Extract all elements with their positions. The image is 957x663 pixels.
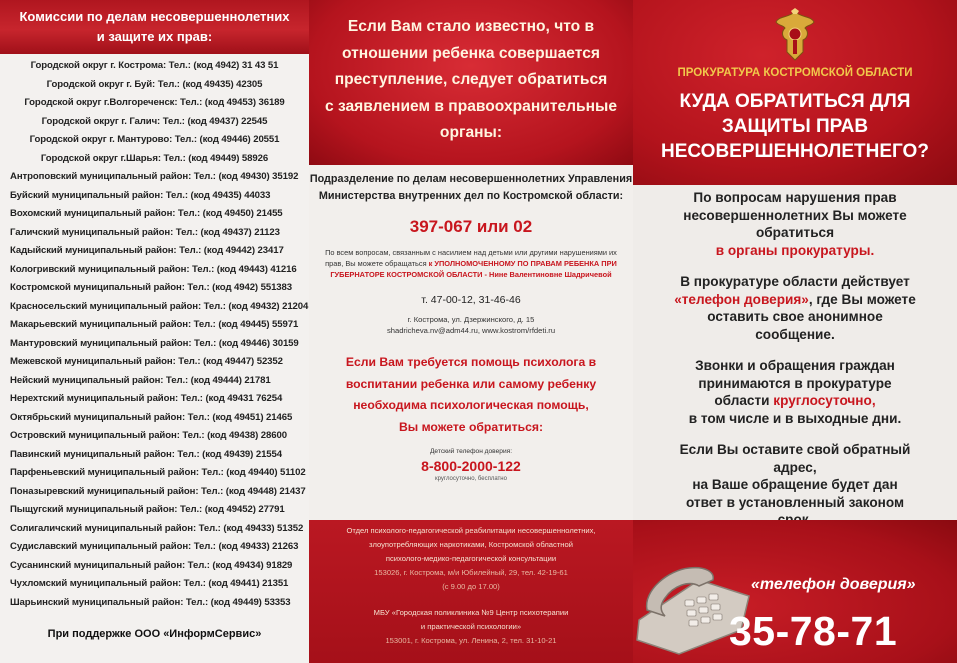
district-commission-row: Красносельский муниципальный район: Тел.: (код 49432) 21204 bbox=[10, 300, 309, 312]
paragraph-hotline bbox=[633, 273, 957, 343]
commissions-title-line2: и защите их прав: bbox=[96, 29, 213, 44]
ombudsman-phone: т. 47-00-12, 31-46-46 bbox=[421, 294, 521, 306]
district-commission-row: Нерехтский муниципальный район: Тел.: (код 49431 76254 bbox=[10, 393, 283, 404]
police-unit-label bbox=[309, 171, 633, 205]
address-line: г. Кострома, ул. Дзержинского, д. 15 bbox=[407, 315, 535, 324]
prosecutor-header bbox=[633, 0, 957, 185]
paragraph-hours bbox=[633, 357, 957, 427]
p2-red: «телефон доверия» bbox=[674, 291, 809, 307]
district-commission-row: Поназыревский муниципальный район: Тел.: (код 49448) 21437 bbox=[10, 485, 306, 497]
district-commission-row: Вохомский муниципальный район: Тел.: (код 49450) 21455 bbox=[10, 208, 283, 219]
police-phone: 397-067 или 02 bbox=[409, 217, 533, 236]
clinic-address: 153001, г. Кострома, ул. Ленина, 2, тел. 31-10-21 bbox=[385, 636, 557, 645]
paragraph-contact bbox=[633, 189, 957, 259]
commissions-panel bbox=[0, 0, 309, 663]
email-web-line: shadricheva.nv@adm44.ru, www.kostrom/rfdeti.ru bbox=[386, 326, 556, 335]
p3-line: в том числе и в выходные дни. bbox=[688, 410, 902, 426]
p3-line: принимаются в прокуратуре bbox=[698, 375, 892, 391]
district-commission-row: Парфеньевский муниципальный район: Тел.: (код 49440) 51102 bbox=[10, 467, 306, 478]
district-commission-row: Пыщугский муниципальный район: Тел.: (код 49452) 27791 bbox=[10, 504, 285, 515]
sponsor-footer: При поддержке ООО «ИнформСервис» bbox=[47, 628, 262, 640]
district-commission-row: Шарьинский муниципальный район: Тел.: (код 49449) 53353 bbox=[10, 596, 291, 608]
header-line: Если Вам стало известно, что в bbox=[347, 18, 595, 35]
p3-line: Звонки и обращения граждан bbox=[695, 358, 895, 373]
title-line: НЕСОВЕРШЕННОЛЕТНЕГО? bbox=[661, 141, 929, 162]
city-commission-row: Городской округ г. Кострома: Тел.: (код 4942) 31 43 51 bbox=[30, 60, 279, 71]
p2-line bbox=[633, 291, 957, 309]
clinic-line: и практической психологии» bbox=[420, 622, 522, 631]
hotline-label: «телефон доверия» bbox=[751, 576, 916, 593]
ombudsman-address bbox=[309, 314, 633, 336]
psy-line: необходима психологическая помощь, bbox=[353, 398, 589, 412]
rehab-line: психолого-медико-педагогической консультации bbox=[385, 554, 557, 563]
rehab-address: 153026, г. Кострома, м/и Юбилейный, 29, тел. 42-19-61 bbox=[374, 568, 568, 577]
district-commission-row: Солигаличский муниципальный район: Тел.: (код 49433) 51352 bbox=[10, 522, 304, 534]
p4-line: на Ваше обращение будет дан bbox=[692, 477, 898, 492]
city-commission-row: Городской округ г. Мантурово: Тел.: (код 49446) 20551 bbox=[29, 134, 280, 145]
p3-line bbox=[633, 392, 957, 410]
paragraph-response bbox=[633, 441, 957, 529]
district-commission-row: Сусанинский муниципальный район: Тел.: (код 49434) 91829 bbox=[10, 559, 293, 571]
p4-line: ответ в установленный законом bbox=[685, 494, 905, 510]
p4-line: адрес, bbox=[773, 459, 817, 475]
district-commission-row: Чухломский муниципальный район: Тел.: (код 49441) 21351 bbox=[10, 578, 289, 589]
emblem-icon bbox=[773, 8, 817, 62]
p1-line: По вопросам нарушения прав bbox=[693, 190, 897, 205]
title-line: КУДА ОБРАТИТЬСЯ ДЛЯ bbox=[679, 91, 911, 112]
district-commission-row: Галичский муниципальный район: Тел.: (код 49437) 21123 bbox=[10, 226, 280, 238]
ombudsman-line bbox=[317, 258, 625, 269]
police-unit-line: Подразделение по делам несовершеннолетних Управления bbox=[309, 173, 633, 185]
district-commission-row: Кадыйский муниципальный район: Тел.: (код 49442) 23417 bbox=[10, 245, 284, 256]
psy-line: Если Вам требуется помощь психолога в bbox=[345, 355, 597, 369]
ombudsman-text bbox=[309, 247, 633, 280]
district-commission-row: Мантуровский муниципальный район: Тел.: (код 49446) 30159 bbox=[10, 337, 299, 349]
p1-line: несовершеннолетних Вы можете bbox=[683, 207, 907, 223]
header-line: преступление, следует обратиться bbox=[334, 71, 608, 88]
district-commission-row: Антроповский муниципальный район: Тел.: (код 49430) 35192 bbox=[10, 171, 299, 182]
p1-line: обратиться bbox=[755, 225, 835, 240]
district-commission-row: Межевской муниципальный район: Тел.: (код 49447) 52352 bbox=[10, 356, 283, 367]
prosecutor-title bbox=[633, 89, 957, 164]
psy-line: воспитании ребенка или самому ребенку bbox=[345, 376, 597, 391]
p2-line: сообщение. bbox=[755, 326, 835, 342]
p3-pre: области bbox=[714, 393, 774, 408]
prosecutor-office-name: ПРОКУРАТУРА КОСТРОМСКОЙ ОБЛАСТИ bbox=[677, 67, 913, 79]
commissions-title-line1: Комиссии по делам несовершеннолетних bbox=[19, 9, 290, 24]
child-helpline-label: Детский телефон доверия: bbox=[429, 448, 513, 455]
city-commission-row: Городской округ г.Волгореченск: Тел.: (код 49453) 36189 bbox=[24, 97, 285, 108]
prosecutor-panel bbox=[633, 0, 957, 663]
p2-after: , где Вы можете bbox=[808, 291, 916, 307]
rehab-hours: (с 9.00 до 17.00) bbox=[442, 582, 500, 591]
district-commission-row: Октябрьский муниципальный район: Тел.: (код 49451) 21465 bbox=[10, 411, 293, 423]
commissions-header bbox=[0, 0, 309, 54]
ombudsman-line: По всем вопросам, связанным с насилием над детьми или другими нарушениями их bbox=[325, 248, 617, 257]
helpline-hours: круглосуточно, бесплатно bbox=[435, 476, 507, 482]
police-unit-line: Министерства внутренних дел по Костромской области: bbox=[318, 190, 624, 202]
rehab-line: Отдел психолого-педагогической реабилитации несовершеннолетних, bbox=[346, 526, 596, 535]
p3-red: круглосуточно, bbox=[773, 393, 876, 408]
district-commission-row: Павинский муниципальный район: Тел.: (код 49439) 21554 bbox=[10, 448, 283, 460]
district-commission-row: Нейский муниципальный район: Тел.: (код 49444) 21781 bbox=[10, 374, 271, 386]
header-line: органы: bbox=[439, 124, 503, 141]
crime-report-header bbox=[309, 0, 633, 165]
clinic-line: МБУ «Городская поликлиника №9 Центр психотерапии bbox=[373, 608, 569, 617]
p4-line: Если Вы оставите свой обратный bbox=[679, 442, 911, 457]
ombudsman-red-1: к УПОЛНОМОЧЕННОМУ ПО ПРАВАМ РЕБЕНКА ПРИ bbox=[428, 259, 617, 268]
city-commission-row: Городской округ г.Шарья: Тел.: (код 49449) 58926 bbox=[40, 152, 269, 164]
city-commission-row: Городской округ г. Буй: Тел.: (код 49435) 42305 bbox=[46, 78, 263, 90]
district-commission-row: Буйский муниципальный район: Тел.: (код 49435) 44033 bbox=[10, 189, 271, 201]
law-enforcement-panel bbox=[309, 0, 633, 663]
hotline-block bbox=[633, 520, 957, 663]
psychologist-help-text bbox=[309, 352, 633, 438]
district-commission-row: Макарьевский муниципальный район: Тел.: (код 49445) 55971 bbox=[10, 319, 299, 330]
district-commission-row: Судиславский муниципальный район: Тел.: (код 49433) 21263 bbox=[10, 541, 299, 552]
p2-line: оставить свое анонимное bbox=[707, 309, 883, 324]
commissions-list bbox=[0, 54, 309, 612]
psy-line: Вы можете обратиться: bbox=[398, 419, 544, 434]
rehab-centers-block bbox=[309, 520, 633, 663]
p2-line: В прокуратуре области действует bbox=[680, 274, 910, 289]
hotline-number: 35-78-71 bbox=[729, 608, 898, 654]
header-line: отношении ребенка совершается bbox=[342, 44, 600, 62]
ombudsman-red-2: ГУБЕРНАТОРЕ КОСТРОМСКОЙ ОБЛАСТИ - Нине Валентиновне Шадричевой bbox=[330, 270, 612, 279]
header-line: с заявлением в правоохранительные bbox=[324, 97, 618, 115]
ombudsman-line-start: прав, Вы можете обращаться bbox=[325, 259, 429, 268]
rehab-line: злоупотребляющих наркотиками, Костромской областной bbox=[369, 540, 573, 549]
district-commission-row: Костромской муниципальный район: Тел.: (код 4942) 551383 bbox=[10, 282, 293, 293]
child-helpline-phone: 8-800-2000-122 bbox=[421, 458, 521, 474]
city-commission-row: Городской округ г. Галич: Тел.: (код 49437) 22545 bbox=[41, 115, 268, 127]
title-line: ЗАЩИТЫ ПРАВ bbox=[721, 116, 869, 137]
p1-red-line: в органы прокуратуры. bbox=[715, 242, 875, 258]
district-commission-row: Кологривский муниципальный район: Тел.: (код 49443) 41216 bbox=[10, 263, 297, 275]
district-commission-row: Островский муниципальный район: Тел.: (код 49438) 28600 bbox=[10, 430, 287, 441]
